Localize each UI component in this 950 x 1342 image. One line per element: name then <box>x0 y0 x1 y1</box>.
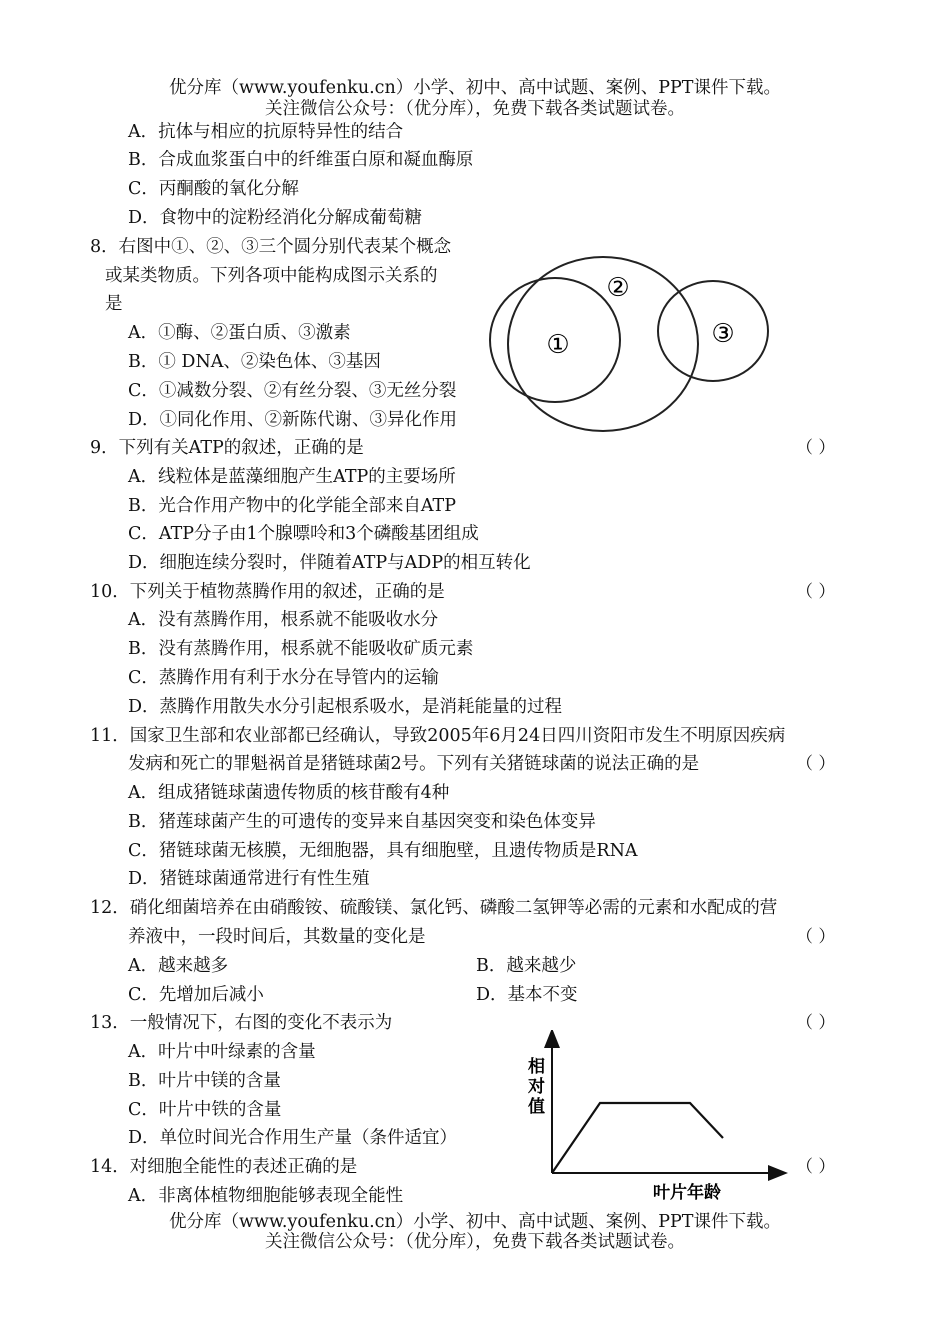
q13-option-d: D．单位时间光合作用生产量（条件适宜） <box>128 1128 458 1148</box>
q10-option-d: D．蒸腾作用散失水分引起根系吸水，是消耗能量的过程 <box>128 697 563 717</box>
q7-option-b: B．合成血浆蛋白中的纤维蛋白原和凝血酶原 <box>128 150 474 170</box>
q12-option-d: D．基本不变 <box>476 985 578 1005</box>
q14-stem: 14．对细胞全能性的表述正确的是 <box>90 1157 358 1177</box>
q13-option-a: A．叶片中叶绿素的含量 <box>128 1042 316 1062</box>
graph-curve <box>552 1103 723 1173</box>
q9-option-a: A．线粒体是蓝藻细胞产生ATP的主要场所 <box>128 467 456 487</box>
q12-answer-paren: （ ） <box>796 927 836 947</box>
venn-figure <box>480 250 780 440</box>
leaf-age-graph <box>520 1030 790 1205</box>
circle-1-label: ① <box>546 330 570 360</box>
circle-2-label: ② <box>606 273 630 303</box>
circle-3-label: ③ <box>711 319 735 349</box>
q9-option-b: B．光合作用产物中的化学能全部来自ATP <box>128 496 456 516</box>
q13-answer-paren: （ ） <box>796 1013 836 1033</box>
q8-option-b: B．① DNA、②染色体、③基因 <box>128 352 381 372</box>
q10-stem: 10．下列关于植物蒸腾作用的叙述，正确的是 <box>90 582 445 602</box>
q9-option-c: C．ATP分子由1个腺嘌呤和3个磷酸基团组成 <box>128 524 479 544</box>
q11-option-d: D．猪链球菌通常进行有性生殖 <box>128 869 370 889</box>
graph-y-label-3: 值 <box>528 1097 545 1117</box>
q11-stem-2: 发病和死亡的罪魁祸首是猪链球菌2号。下列有关猪链球菌的说法正确的是 <box>128 754 700 774</box>
q13-option-c: C．叶片中铁的含量 <box>128 1100 282 1120</box>
q11-option-c: C．猪链球菌无核膜，无细胞器，具有细胞壁，且遗传物质是RNA <box>128 841 638 861</box>
graph-x-label: 叶片年龄 <box>653 1183 721 1203</box>
footer-line-1: 优分库（www.youfenku.cn）小学、初中、高中试题、案例、PPT课件下载。 <box>169 1212 781 1232</box>
q13-stem: 13．一般情况下，右图的变化不表示为 <box>90 1013 393 1033</box>
q7-option-d: D．食物中的淀粉经消化分解成葡萄糖 <box>128 208 423 228</box>
q11-option-a: A．组成猪链球菌遗传物质的核苷酸有4种 <box>128 783 450 803</box>
graph-y-label-2: 对 <box>528 1077 545 1097</box>
q7-option-c: C．丙酮酸的氧化分解 <box>128 179 299 199</box>
q12-option-a: A．越来越多 <box>128 956 229 976</box>
q10-option-a: A．没有蒸腾作用，根系就不能吸收水分 <box>128 610 439 630</box>
q12-stem-1: 12．硝化细菌培养在由硝酸铵、硫酸镁、氯化钙、磷酸二氢钾等必需的元素和水配成的营 <box>90 898 778 918</box>
footer-line-2: 关注微信公众号：（优分库），免费下载各类试题试卷。 <box>265 1232 685 1252</box>
q9-option-d: D．细胞连续分裂时，伴随着ATP与ADP的相互转化 <box>128 553 531 573</box>
q10-option-b: B．没有蒸腾作用，根系就不能吸收矿质元素 <box>128 639 474 659</box>
q10-option-c: C．蒸腾作用有利于水分在导管内的运输 <box>128 668 439 688</box>
q13-option-b: B．叶片中镁的含量 <box>128 1071 281 1091</box>
q10-answer-paren: （ ） <box>796 582 836 602</box>
q8-option-c: C．①减数分裂、②有丝分裂、③无丝分裂 <box>128 381 457 401</box>
q11-option-b: B．猪莲球菌产生的可遗传的变异来自基因突变和染色体变异 <box>128 812 596 832</box>
circle-2 <box>508 257 698 431</box>
header-line-2: 关注微信公众号：（优分库），免费下载各类试题试卷。 <box>265 99 685 119</box>
q14-option-a: A．非离体植物细胞能够表现全能性 <box>128 1186 404 1206</box>
q8-stem-1: 8．右图中①、②、③三个圆分别代表某个概念 <box>90 237 452 257</box>
q8-stem-3: 是 <box>105 294 123 314</box>
q12-stem-2: 养液中，一段时间后，其数量的变化是 <box>128 927 426 947</box>
q11-stem-1: 11．国家卫生部和农业部都已经确认，导致2005年6月24日四川资阳市发生不明原因疾病 <box>90 726 786 746</box>
graph-y-label-1: 相 <box>528 1057 545 1077</box>
header-line-1: 优分库（www.youfenku.cn）小学、初中、高中试题、案例、PPT课件下载。 <box>169 78 781 98</box>
q12-option-b: B．越来越少 <box>476 956 577 976</box>
q11-answer-paren: （ ） <box>796 754 836 774</box>
q14-answer-paren: （ ） <box>796 1157 836 1177</box>
q9-answer-paren: （ ） <box>796 438 836 458</box>
q8-option-d: D．①同化作用、②新陈代谢、③异化作用 <box>128 410 458 430</box>
q7-option-a: A．抗体与相应的抗原特异性的结合 <box>128 122 404 142</box>
q8-stem-2: 或某类物质。下列各项中能构成图示关系的 <box>105 266 438 286</box>
q9-stem: 9．下列有关ATP的叙述，正确的是 <box>90 438 364 458</box>
q12-option-c: C．先增加后减小 <box>128 985 264 1005</box>
q8-option-a: A．①酶、②蛋白质、③激素 <box>128 323 351 343</box>
